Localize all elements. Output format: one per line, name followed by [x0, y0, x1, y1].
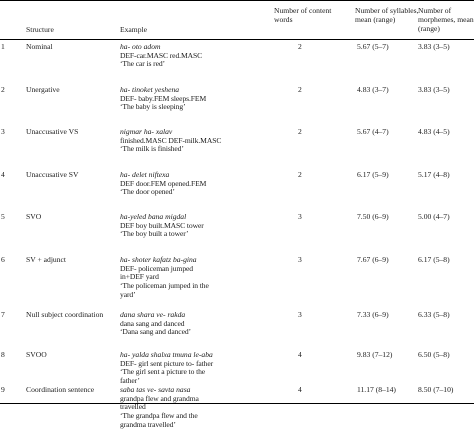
- structure-cell: SVOO: [26, 350, 47, 359]
- example-line: dana sang and danced: [120, 318, 185, 328]
- structure-cell: Unaccusative SV: [26, 170, 79, 179]
- example-line: DEF-car.MASC red.MASC: [120, 50, 203, 60]
- example-hebrew: ha- delet niftexa: [120, 170, 170, 179]
- content-words-cell: 3: [298, 212, 302, 221]
- content-words-cell: 2: [298, 170, 302, 179]
- example-cell: [120, 86, 270, 112]
- table-top-rule: [0, 0, 474, 1]
- example-line: father’: [120, 376, 140, 386]
- example-hebrew: nigmar ha- xalav: [120, 127, 173, 136]
- example-line: ‘The milk is finished’: [120, 144, 184, 154]
- content-words-cell: 2: [298, 42, 302, 51]
- example-line: ‘The car is red’: [120, 59, 165, 69]
- example-hebrew: ha-yeled bana migdal: [120, 212, 187, 221]
- table-row: [0, 128, 474, 172]
- table-row: [0, 171, 474, 215]
- example-hebrew: ha- yalda shalxa tmuna le-aba: [120, 350, 213, 359]
- syllables-cell: 4.83 (3–7): [357, 85, 389, 94]
- example-cell: [120, 213, 270, 239]
- example-cell: [120, 256, 270, 300]
- example-line: DEF- girl sent picture to- father: [120, 358, 214, 368]
- example-hebrew: saba tas ve- savta nasa: [120, 385, 191, 394]
- morphemes-cell: 3.83 (3–5): [418, 42, 450, 51]
- header-structure: Structure: [26, 25, 54, 34]
- content-words-cell: 4: [298, 385, 302, 394]
- example-cell: [120, 128, 270, 154]
- morphemes-cell: 8.50 (7–10): [418, 385, 454, 394]
- example-line: travelled: [120, 402, 146, 412]
- example-line: ‘The door opened’: [120, 187, 175, 197]
- example-cell: [120, 386, 270, 430]
- row-number: 3: [1, 127, 5, 136]
- content-words-cell: 2: [298, 127, 302, 136]
- example-line: grandma travelled’: [120, 419, 176, 429]
- header-rule: [0, 39, 474, 40]
- example-line: DEF- policeman jumped: [120, 263, 193, 273]
- row-number: 7: [1, 310, 5, 319]
- morphemes-cell: 6.33 (5–8): [418, 310, 450, 319]
- header-syllables: Number of syllables, mean (range): [355, 6, 419, 24]
- example-line: ‘The baby is sleeping’: [120, 102, 186, 112]
- content-words-cell: 4: [298, 350, 302, 359]
- example-line: DEF door.FEM opened.FEM: [120, 178, 207, 188]
- table-bottom-rule: [0, 403, 474, 404]
- structure-cell: Nominal: [26, 42, 53, 51]
- morphemes-cell: 6.50 (5–8): [418, 350, 450, 359]
- structure-cell: Unaccusative VS: [26, 127, 79, 136]
- example-line: finished.MASC DEF-milk.MASC: [120, 135, 222, 145]
- syllables-cell: 7.33 (6–9): [357, 310, 389, 319]
- row-number: 8: [1, 350, 5, 359]
- syllables-cell: 7.50 (6–9): [357, 212, 389, 221]
- table-row: [0, 213, 474, 257]
- row-number: 9: [1, 385, 5, 394]
- row-number: 6: [1, 255, 5, 264]
- syllables-cell: 5.67 (4–7): [357, 127, 389, 136]
- table-row: [0, 43, 474, 87]
- row-number: 4: [1, 170, 5, 179]
- header-content-words: Number of content words: [274, 6, 332, 24]
- structure-cell: Unergative: [26, 85, 60, 94]
- syllables-cell: 9.83 (7–12): [357, 350, 393, 359]
- content-words-cell: 3: [298, 310, 302, 319]
- table-row: [0, 311, 474, 355]
- example-cell: [120, 171, 270, 197]
- example-hebrew: ha- tinoket yeshena: [120, 85, 180, 94]
- header-morphemes: Number of morphemes, mean (range): [418, 6, 474, 33]
- example-cell: [120, 311, 270, 337]
- structure-cell: SV + adjunct: [26, 255, 67, 264]
- table-row: [0, 256, 474, 300]
- content-words-cell: 2: [298, 85, 302, 94]
- morphemes-cell: 4.83 (4–5): [418, 127, 450, 136]
- example-line: ‘The boy built a tower’: [120, 229, 189, 239]
- row-number: 2: [1, 85, 5, 94]
- morphemes-cell: 5.00 (4–7): [418, 212, 450, 221]
- content-words-cell: 3: [298, 255, 302, 264]
- example-line: ‘Dana sang and danced’: [120, 327, 191, 337]
- example-line: DEF- baby.FEM sleeps.FEM: [120, 93, 207, 103]
- example-hebrew: ha- shoter kafatz ba-gina: [120, 255, 197, 264]
- syllables-cell: 6.17 (5–9): [357, 170, 389, 179]
- table-row: [0, 86, 474, 130]
- structure-cell: Coordination sentence: [26, 385, 95, 394]
- morphemes-cell: 5.17 (4–8): [418, 170, 450, 179]
- example-line: DEF boy built.MASC tower: [120, 220, 204, 230]
- example-cell: [120, 43, 270, 69]
- table-row: [0, 386, 474, 430]
- row-number: 5: [1, 212, 5, 221]
- example-line: yard’: [120, 289, 136, 299]
- morphemes-cell: 3.83 (3–5): [418, 85, 450, 94]
- structure-cell: SVO: [26, 212, 42, 221]
- morphemes-cell: 6.17 (5–8): [418, 255, 450, 264]
- example-hebrew: ha- oto adom: [120, 42, 161, 51]
- syllables-cell: 5.67 (5–7): [357, 42, 389, 51]
- example-line: ‘The grandpa flew and the: [120, 411, 198, 421]
- structure-cell: Null subject coordination: [26, 310, 104, 319]
- example-line: grandpa flew and grandma: [120, 393, 199, 403]
- syllables-cell: 11.17 (8–14): [357, 385, 396, 394]
- header-example: Example: [120, 25, 147, 34]
- example-cell: [120, 351, 270, 386]
- row-number: 1: [1, 42, 5, 51]
- example-line: ‘The policeman jumped in the: [120, 281, 209, 291]
- example-line: in+DEF yard: [120, 272, 159, 282]
- syllables-cell: 7.67 (6–9): [357, 255, 389, 264]
- example-line: ‘The girl sent a picture to the: [120, 367, 206, 377]
- example-hebrew: dana shara ve- rakda: [120, 310, 186, 319]
